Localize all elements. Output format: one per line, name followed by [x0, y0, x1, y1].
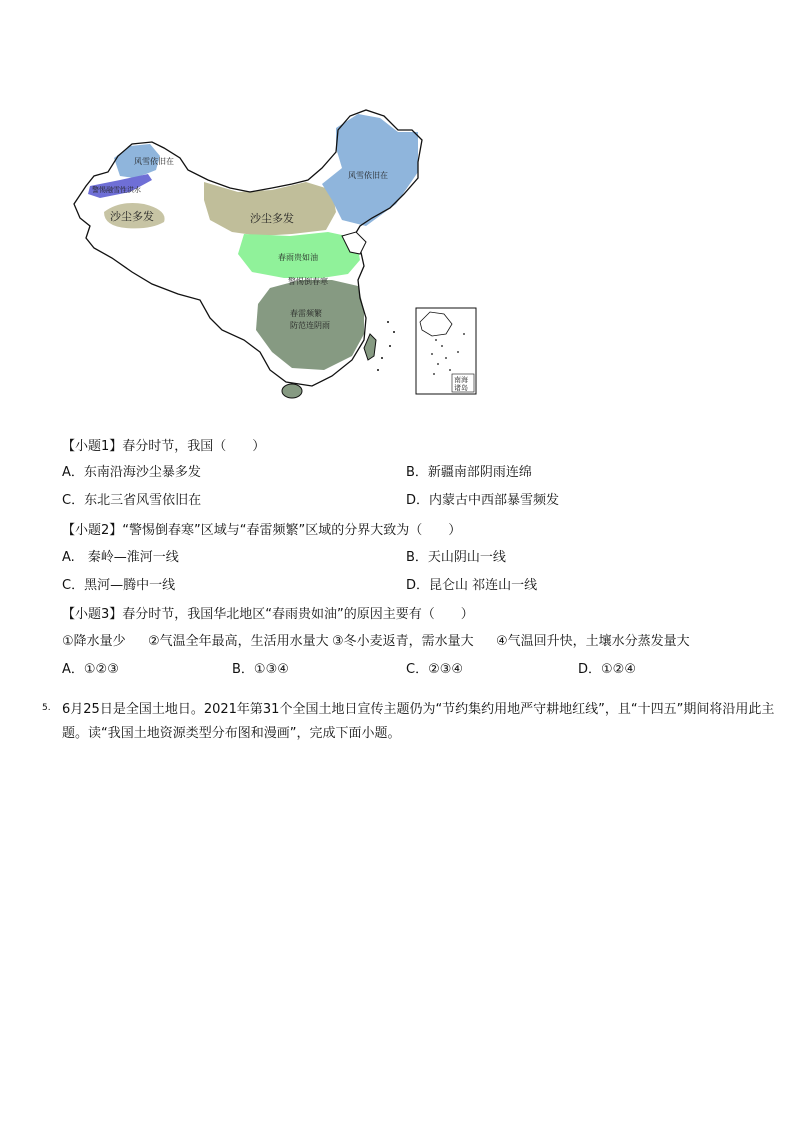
- label-region-6: 春雨贵如油: [278, 253, 318, 262]
- question-3-condition-3: ③冬小麦返青，需水量大: [332, 634, 474, 649]
- question-3-option-d[interactable]: D．①②④: [578, 662, 636, 677]
- china-spring-equinox-map: [60, 108, 480, 400]
- question-3-option-b[interactable]: B．①③④: [232, 662, 289, 677]
- problem-5-text: [62, 698, 775, 746]
- question-1-stem: 【小题1】春分时节，我国（ ）: [62, 439, 266, 454]
- inset-label-south-sea: 南海: [454, 376, 468, 384]
- region-northeast-snow: [322, 114, 418, 226]
- label-region-1: 风雪依旧在: [134, 157, 174, 166]
- problem-5-number: 5.: [42, 703, 51, 713]
- label-region-3: 沙尘多发: [110, 210, 154, 223]
- question-2-option-a[interactable]: A. 秦岭—淮河一线: [62, 550, 179, 565]
- south-china-sea-inset: [416, 308, 476, 394]
- question-1-option-a[interactable]: A．东南沿海沙尘暴多发: [62, 465, 201, 480]
- label-region-2: 警惕融雪性洪水: [92, 186, 141, 194]
- question-2-option-d[interactable]: D．昆仑山 祁连山一线: [406, 578, 538, 593]
- question-2-stem: 【小题2】“警惕倒春寒”区域与“春雷频繁”区域的分界大致为（ ）: [62, 523, 462, 538]
- label-region-8: 春雷频繁: [290, 309, 322, 318]
- question-3-condition-1: ①降水量少: [62, 634, 126, 649]
- question-2-option-b[interactable]: B．天山阴山一线: [406, 550, 506, 565]
- question-3-option-c[interactable]: C．②③④: [406, 662, 464, 677]
- label-region-9: 防范连阴雨: [290, 321, 330, 330]
- label-region-4: 沙尘多发: [250, 212, 294, 225]
- label-region-7: 警惕倒春寒: [288, 277, 328, 286]
- label-region-5: 风雪依旧在: [348, 171, 388, 180]
- question-3-stem: 【小题3】春分时节，我国华北地区“春雨贵如油”的原因主要有（ ）: [62, 607, 474, 622]
- region-dust-central: [204, 182, 336, 236]
- question-3-condition-4: ④气温回升快，土壤水分蒸发量大: [496, 634, 690, 649]
- question-3-option-a[interactable]: A．①②③: [62, 662, 119, 677]
- question-1-option-b[interactable]: B．新疆南部阴雨连绵: [406, 465, 532, 480]
- problem-5-line-1: 6月25日是全国土地日。2021年第31个全国土地日宣传主题仍为“节约集约用地严守耕地红线”，且“十四五”期间将沿用此主: [62, 702, 775, 717]
- inset-label-islands: 诸岛: [454, 384, 468, 392]
- question-1-option-c[interactable]: C．东北三省风雪依旧在: [62, 493, 202, 508]
- problem-5-line-2: 题。读“我国土地资源类型分布图和漫画”，完成下面小题。: [62, 726, 401, 741]
- question-3-condition-2: ②气温全年最高，生活用水量大: [148, 634, 329, 649]
- question-2-option-c[interactable]: C．黑河—腾中一线: [62, 578, 176, 593]
- question-1-option-d[interactable]: D．内蒙古中西部暴雪频发: [406, 493, 560, 508]
- taiwan-island: [364, 334, 376, 360]
- hainan-island: [282, 384, 302, 398]
